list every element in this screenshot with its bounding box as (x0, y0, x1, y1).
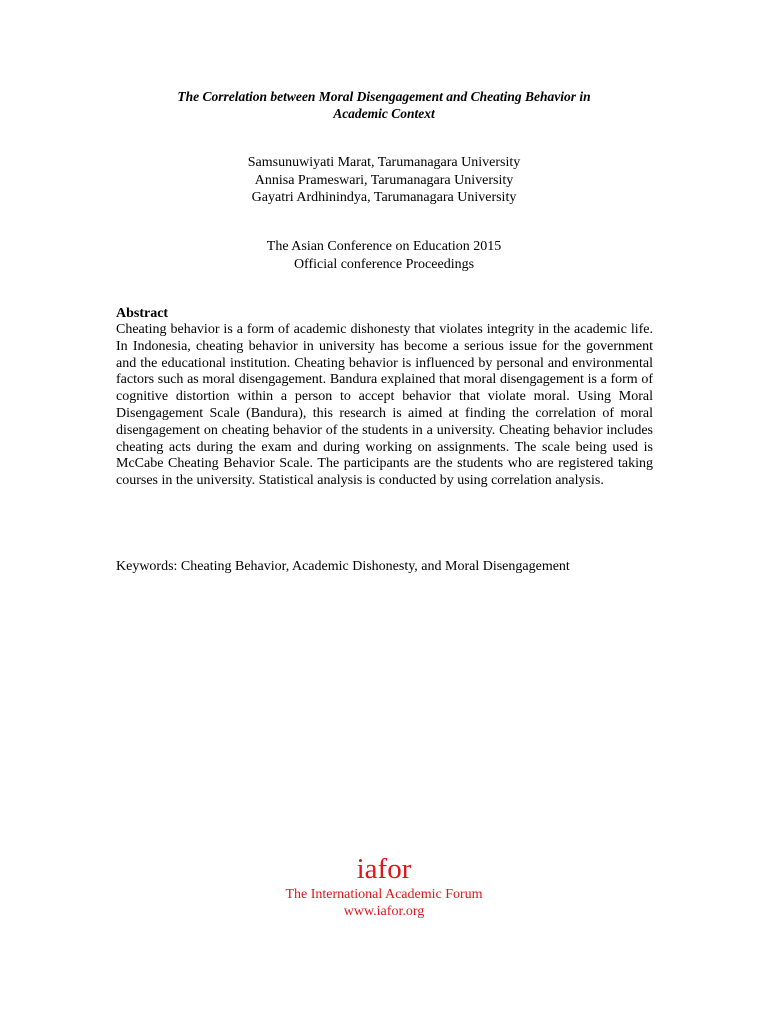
author-3: Gayatri Ardhinindya, Tarumanagara University (251, 190, 517, 205)
keywords: Keywords: Cheating Behavior, Academic Dishonesty, and Moral Disengagement (116, 559, 570, 574)
publisher-name: The International Academic Forum (285, 887, 483, 902)
iafor-logo: iafor (356, 853, 412, 885)
author-list (116, 154, 652, 207)
conference-proceedings: Official conference Proceedings (293, 256, 475, 272)
publisher-footer (116, 852, 652, 920)
paper-title-line-2: Academic Context (333, 106, 435, 121)
conference-name: The Asian Conference on Education 2015 (266, 239, 502, 254)
abstract-heading: Abstract (116, 306, 169, 321)
author-2: Annisa Prameswari, Tarumanagara University (254, 172, 514, 188)
conference-info (116, 238, 652, 273)
author-1: Samsunuwiyati Marat, Tarumanagara University (247, 155, 521, 170)
abstract-text: Cheating behavior is a form of academic dishonesty that violates integrity in the academic life. In Indonesia, cheating behavior in university has become a serious issue for the government and the educational institution. Cheating behavior is influenced by personal and environmental factors such as moral disengagement. Bandura explained that moral disengagement is a form of cognitive distortion within a person to accept behavior that violate moral. Using Moral Disengagement Scale (Bandura), this research is aimed at finding the correlation of moral disengagement on cheating behavior of the students in a university. Cheating behavior includes cheating acts during the exam and during working on assignments. The scale being used is McCabe Cheating Behavior Scale. The participants are the students who are registered taking courses in the university. Statistical analysis is conducted by using correlation analysis. (116, 322, 653, 489)
paper-title (116, 88, 652, 122)
paper-title-line-1: The Correlation between Moral Disengagement and Cheating Behavior in (177, 89, 591, 104)
publisher-url[interactable]: www.iafor.org (343, 904, 425, 919)
